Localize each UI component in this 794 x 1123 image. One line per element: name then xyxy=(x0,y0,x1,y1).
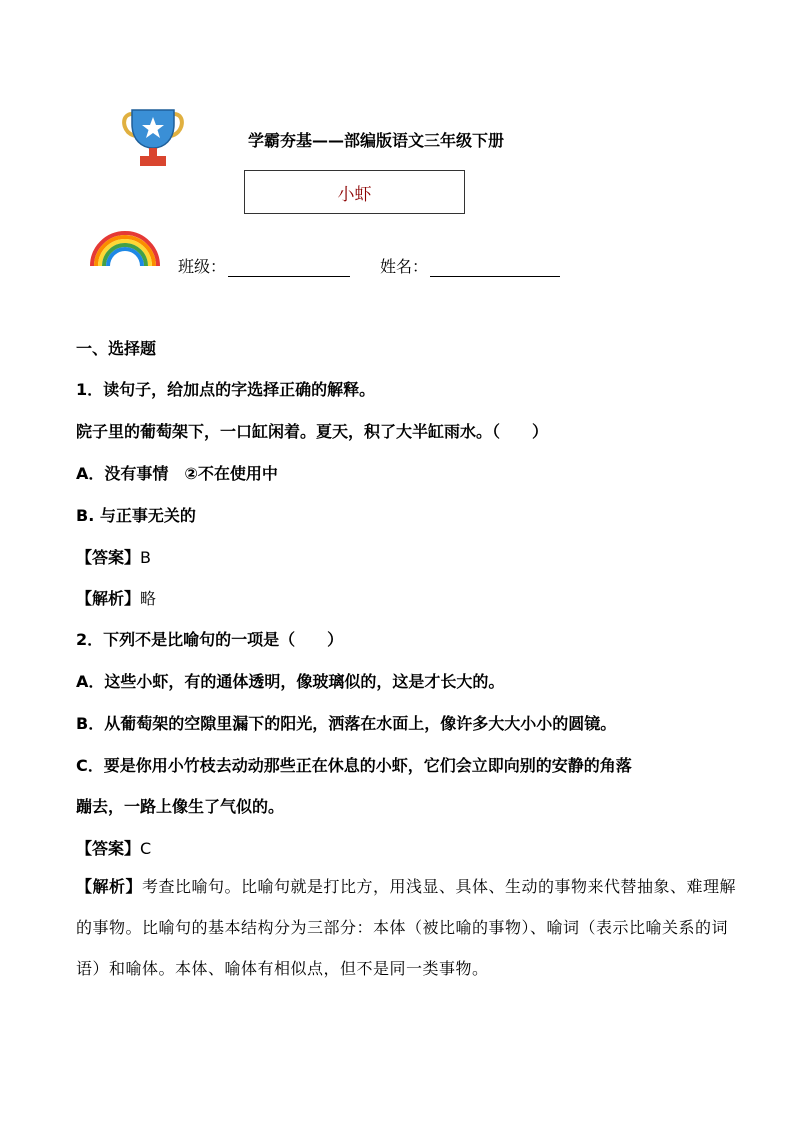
q1-option-a: A．没有事情 ②不在使用中 xyxy=(76,464,278,483)
document-title: 学霸夯基——部编版语文三年级下册 xyxy=(248,131,505,150)
q2-stem: 2．下列不是比喻句的一项是（ ） xyxy=(76,630,344,649)
lesson-title: 小虾 xyxy=(337,184,372,205)
answer-value: C xyxy=(140,839,152,858)
analysis-value: 考查比喻句。比喻句就是打比方，用浅显、具体、生动的事物来代替抽象、难理解的事物。比喻句的基本结构分为三部分：本体（被比喻的事物）、喻词（表示比喻关系的词语）和喻体。本体、喻体有相似点，但不是同一类事物。 xyxy=(76,877,737,978)
q1-sentence: 院子里的葡萄架下，一口缸闲着。夏天，积了大半缸雨水。（ ） xyxy=(76,422,549,441)
analysis-tag: 【解析】 xyxy=(76,589,141,608)
q1-answer xyxy=(76,545,151,568)
analysis-value: 略 xyxy=(140,589,157,608)
q1-analysis xyxy=(76,586,156,609)
lesson-title-box xyxy=(244,170,465,214)
analysis-tag: 【解析】 xyxy=(76,877,143,896)
trophy-icon xyxy=(118,100,188,170)
section-heading: 一、选择题 xyxy=(76,339,157,358)
name-label: 姓名： xyxy=(380,257,429,276)
q2-option-b: B．从葡萄架的空隙里漏下的阳光，洒落在水面上，像许多大大小小的圆镜。 xyxy=(76,714,617,733)
q2-answer xyxy=(76,836,151,859)
q2-option-a: A．这些小虾，有的通体透明，像玻璃似的，这是才长大的。 xyxy=(76,672,505,691)
answer-tag: 【答案】 xyxy=(76,548,141,567)
q2-option-c-line1: C．要是你用小竹枝去动动那些正在休息的小虾，它们会立即向别的安静的角落 xyxy=(76,756,632,775)
name-field[interactable] xyxy=(430,258,560,277)
q2-analysis xyxy=(76,866,740,989)
answer-tag: 【答案】 xyxy=(76,839,141,858)
q1-stem: 1．读句子，给加点的字选择正确的解释。 xyxy=(76,380,376,399)
answer-value: B xyxy=(140,548,151,567)
rainbow-icon xyxy=(88,226,162,268)
q2-option-c-line2: 蹦去，一路上像生了气似的。 xyxy=(76,797,285,816)
q1-option-b: B. 与正事无关的 xyxy=(76,506,196,525)
class-field[interactable] xyxy=(228,258,350,277)
student-info-row xyxy=(178,254,560,277)
class-label: 班级： xyxy=(178,257,227,276)
